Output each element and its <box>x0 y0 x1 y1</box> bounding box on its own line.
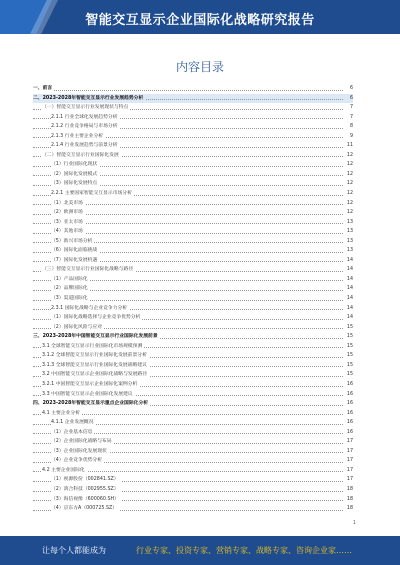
toc-entry-title: （2）品牌国际化 <box>51 286 88 292</box>
toc-entry-title: 2.2.1 主要国家智能交互显示市场分析 <box>51 191 132 197</box>
toc-row[interactable] <box>33 485 353 495</box>
toc-entry-page: 11 <box>345 141 353 151</box>
toc-entry-title: （7）国际化发展机遇 <box>51 257 98 263</box>
toc-row[interactable] <box>33 199 353 209</box>
toc-entry-title: （1）北美市场 <box>51 200 83 206</box>
toc-entry-page: 14 <box>345 256 353 266</box>
toc-entry-title: （6）国际化面临挑战 <box>51 248 98 254</box>
toc-entry-title: （2）欧洲市场 <box>51 210 83 216</box>
toc-entry-title: （1）视源股份（002841.SZ） <box>51 477 119 483</box>
toc-entry-page: 13 <box>345 237 353 247</box>
toc-row[interactable] <box>33 294 353 304</box>
toc-row[interactable] <box>33 103 353 113</box>
toc-entry-page: 14 <box>345 304 353 314</box>
toc-entry-page: 12 <box>345 160 353 170</box>
toc-entry-title: （2）国际化发展模式 <box>51 171 98 177</box>
toc-row[interactable] <box>33 504 353 514</box>
toc-entry-page: 6 <box>348 84 353 94</box>
toc-entry-page: 7 <box>348 103 353 113</box>
toc-entry-title: （3）亚太市场 <box>51 219 83 225</box>
toc-row[interactable] <box>33 227 353 237</box>
toc-row[interactable] <box>33 361 353 371</box>
toc-entry-page: 14 <box>345 284 353 294</box>
toc-row[interactable] <box>33 246 353 256</box>
toc-row[interactable] <box>33 323 353 333</box>
footer-tagline: 行业专家、投资专家、营销专家、战略专家、咨询企业家…… <box>136 546 352 555</box>
toc-entry-title: （5）新兴市场分析 <box>51 238 93 244</box>
toc-row[interactable] <box>33 141 353 151</box>
toc-entry-title: 2.1.2 行业竞争格局与市场分析 <box>51 124 118 130</box>
toc-row[interactable] <box>33 304 353 314</box>
toc-row[interactable] <box>33 275 353 285</box>
toc-row[interactable] <box>33 218 353 228</box>
toc-entry-page: 16 <box>345 428 353 438</box>
toc-entry-title: （2）鸿合科技（002955.SZ） <box>51 486 119 492</box>
toc-row[interactable] <box>33 94 353 104</box>
toc-row[interactable] <box>33 265 353 275</box>
toc-entry-page: 12 <box>345 199 353 209</box>
toc-entry-title: （3）企业国际化发展现状 <box>51 448 107 454</box>
toc-entry-page: 14 <box>345 294 353 304</box>
toc-entry-page: 12 <box>345 189 353 199</box>
toc-entry-page: 17 <box>345 447 353 457</box>
toc-entry-title: 一、前言 <box>33 86 53 91</box>
toc-entry-title: （3）海信视像（600060.SH） <box>51 496 119 502</box>
toc-entry-page: 14 <box>345 265 353 275</box>
report-title: 智能交互显示企业国际化战略研究报告 <box>85 13 315 28</box>
toc-row[interactable] <box>33 170 353 180</box>
toc-row[interactable] <box>33 456 353 466</box>
toc-entry-title: （1）行业国际化现状 <box>51 162 98 168</box>
toc-entry-title: （3）渠道国际化 <box>51 296 88 302</box>
toc-entry-title: 四、2023-2028年智能交互显示重点企业国际化分析 <box>33 401 149 407</box>
toc-entry-page: 15 <box>345 342 353 352</box>
toc-entry-page: 17 <box>345 437 353 447</box>
toc-entry-page: 17 <box>345 466 353 476</box>
toc-row[interactable] <box>33 399 353 409</box>
toc-row[interactable] <box>33 418 353 428</box>
toc-entry-page: 12 <box>345 151 353 161</box>
toc-row[interactable] <box>33 390 353 400</box>
toc-entry-page: 15 <box>345 370 353 380</box>
toc-entry-page: 12 <box>345 179 353 189</box>
toc-row[interactable] <box>33 237 353 247</box>
toc-row[interactable] <box>33 160 353 170</box>
toc-entry-title: 3.1.2 全球智能交互显示行业国际化发展前景分析 <box>42 353 147 359</box>
toc-row[interactable] <box>33 428 353 438</box>
toc-entry-page: 7 <box>348 113 353 123</box>
toc-entry-page: 14 <box>345 313 353 323</box>
toc-leader-dots <box>33 90 343 91</box>
toc-entry-title: （2）企业国际化战略与布局 <box>51 439 112 445</box>
footer-bar <box>0 536 400 565</box>
toc-entry-page: 18 <box>345 504 353 514</box>
toc-entry-page: 16 <box>345 399 353 409</box>
toc-row[interactable] <box>33 179 353 189</box>
toc-entry-page: 14 <box>345 275 353 285</box>
toc-entry-title: （二）智能交互显示行业国际化发展 <box>42 152 119 158</box>
toc-entry-page: 17 <box>345 475 353 485</box>
toc-entry-title: 4.1 主要企业分析 <box>42 410 80 416</box>
toc-row[interactable] <box>33 256 353 266</box>
toc-entry-title: （3）国际化发展特点 <box>51 181 98 187</box>
toc-row[interactable] <box>33 332 353 342</box>
toc-entry-page: 17 <box>345 456 353 466</box>
toc-row[interactable] <box>33 495 353 505</box>
toc-entry-page: 13 <box>345 218 353 228</box>
toc-row[interactable] <box>33 447 353 457</box>
toc-entry-page: 16 <box>345 418 353 428</box>
toc-entry-page: 13 <box>345 246 353 256</box>
toc-row[interactable] <box>33 313 353 323</box>
toc-entry-page: 13 <box>345 227 353 237</box>
toc-entry-page: 9 <box>348 132 353 142</box>
footer-slogan: 让每个人都能成为 <box>42 546 106 555</box>
toc-row[interactable] <box>33 466 353 476</box>
toc-entry-title: 4.2 主要企业国际化 <box>42 467 85 473</box>
toc-entry-title: 4.1.1 企业发展概况 <box>51 420 94 426</box>
toc-row[interactable] <box>33 113 353 123</box>
toc-entry-title: 3.2.1 中国智能交互显示企业国际化案例分析 <box>42 381 138 387</box>
table-of-contents <box>33 84 353 514</box>
toc-entry-title: （一）智能交互显示行业发展现状与特点 <box>42 105 129 111</box>
toc-row[interactable] <box>33 84 353 94</box>
toc-entry-title: 2.3.1 国际化战略与企业竞争力分析 <box>51 305 128 311</box>
toc-row[interactable] <box>33 409 353 419</box>
toc-row[interactable] <box>33 342 353 352</box>
toc-entry-title: 2.1.1 行业全球化发展趋势分析 <box>51 114 118 120</box>
toc-entry-title: （4）京东方A（000725.SZ） <box>51 506 118 512</box>
toc-entry-page: 15 <box>345 361 353 371</box>
toc-entry-title: 2.1.3 行业主要企业分析 <box>51 133 104 139</box>
toc-entry-title: 3.1 全球智能交互显示行业国际化市场规模预测 <box>42 343 143 349</box>
toc-entry-page: 16 <box>345 380 353 390</box>
toc-entry-title: 2.1.4 行业发展趋势与前景分析 <box>51 143 118 149</box>
toc-entry-page: 15 <box>345 332 353 342</box>
toc-entry-page: 6 <box>348 94 353 104</box>
toc-entry-title: （4）企业竞争优势分析 <box>51 458 103 464</box>
toc-entry-page: 18 <box>345 485 353 495</box>
toc-entry-title: 3.2 中国智能交互显示企业国际化战略与发展路径 <box>42 372 148 378</box>
toc-heading: 内容目录 <box>175 60 224 74</box>
page-number: 1 <box>352 520 356 526</box>
toc-row[interactable] <box>33 151 353 161</box>
toc-row[interactable] <box>33 284 353 294</box>
header-bar <box>0 0 400 34</box>
toc-entry-title: 3.3 中国智能交互显示企业国际化发展建议 <box>42 391 133 397</box>
toc-entry-title: 三、2023-2028年中国智能交互显示行业国际化发展前景 <box>33 334 158 340</box>
toc-entry-title: （1）国际化战略选择与企业竞争优势分析 <box>51 315 141 321</box>
toc-row[interactable] <box>33 122 353 132</box>
toc-row[interactable] <box>33 132 353 142</box>
toc-entry-page: 8 <box>348 122 353 132</box>
toc-entry-page: 12 <box>345 170 353 180</box>
toc-entry-title: （4）其他市场 <box>51 229 83 235</box>
toc-row[interactable] <box>33 380 353 390</box>
toc-entry-title: （三）智能交互显示行业国际化战略与路径 <box>42 267 134 273</box>
toc-entry-title: 3.1.3 全球智能交互显示行业国际化发展战略建议 <box>42 362 147 368</box>
toc-entry-page: 16 <box>345 390 353 400</box>
toc-row[interactable] <box>33 475 353 485</box>
toc-entry-page: 16 <box>345 409 353 419</box>
toc-entry-page: 15 <box>345 323 353 333</box>
toc-row[interactable] <box>33 437 353 447</box>
toc-entry-title: （1）企业基本信息 <box>51 429 93 435</box>
toc-row[interactable] <box>33 208 353 218</box>
toc-entry-page: 15 <box>345 351 353 361</box>
toc-entry-title: 二、2023-2028年智能交互显示行业发展趋势分析 <box>33 95 144 101</box>
toc-entry-title: （1）产品国际化 <box>51 276 88 282</box>
toc-row[interactable] <box>33 189 353 199</box>
toc-entry-title: （2）国际化风险与应对 <box>51 324 103 330</box>
toc-entry-page: 18 <box>345 495 353 505</box>
toc-row[interactable] <box>33 370 353 380</box>
toc-entry-page: 12 <box>345 208 353 218</box>
toc-row[interactable] <box>33 351 353 361</box>
